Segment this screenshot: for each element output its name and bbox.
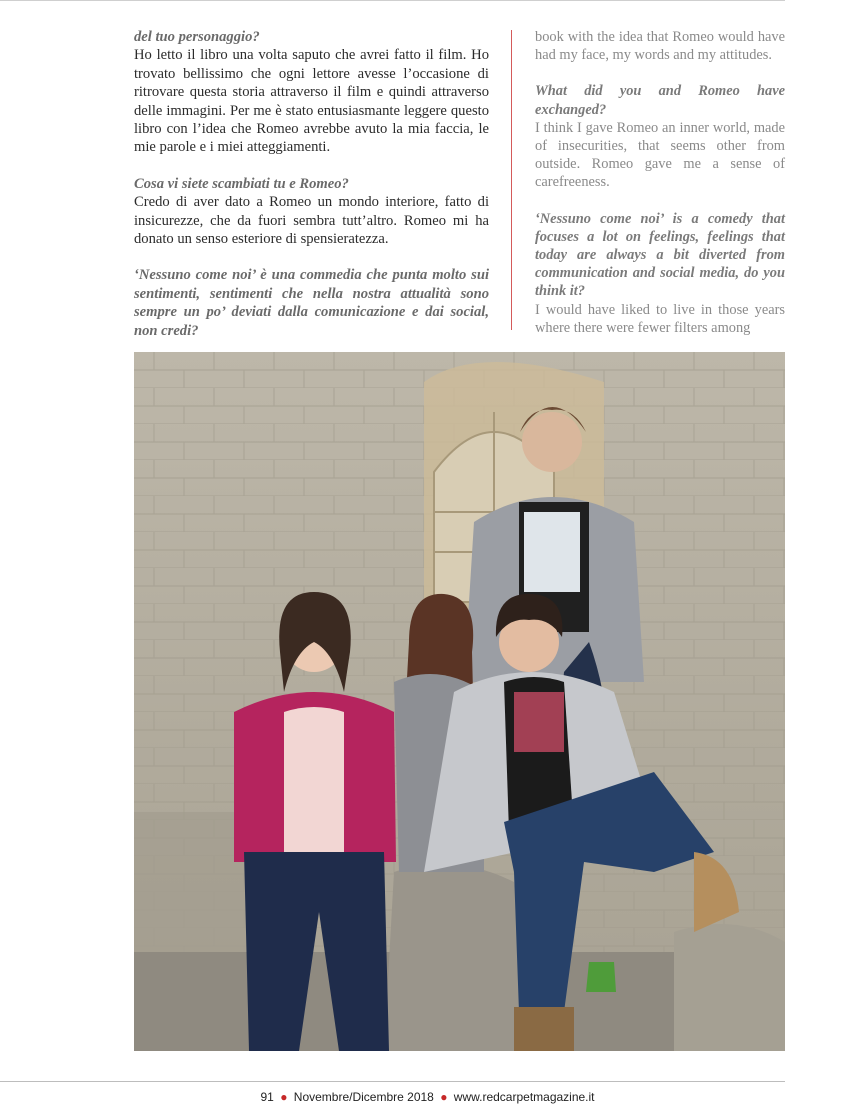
answer-text: Credo di aver dato a Romeo un mondo interiore, fatto di insicurezze, che da fuori sembra tutt’altro. Romeo mi ha donato un senso esteriore di spensieratezza. <box>134 194 489 248</box>
question-text: Cosa vi siete scambiati tu e Romeo? <box>134 175 349 192</box>
question-text: What did you and Romeo have exchanged? <box>535 83 785 118</box>
answer-text: I would have liked to live in those years where there were fewer filters among <box>535 301 785 336</box>
article-column-english <box>535 28 785 337</box>
bullet-dot-icon: ● <box>440 1090 448 1104</box>
question-text: del tuo personaggio? <box>134 29 260 45</box>
page-number: 91 <box>260 1090 274 1104</box>
article-column-italian <box>134 28 489 340</box>
issue-date: Novembre/Dicembre 2018 <box>293 1090 434 1104</box>
column-divider <box>511 30 512 330</box>
answer-text: Ho letto il libro una volta saputo che avrei fatto il film. Ho trovato bellissimo che ogni lettore avesse l’occasione di ritrovare questa storia attraverso il film e quindi attraverso delle immagini. Per me è stato entusiasmante leggere questo libro con l’idea che Romeo avrebbe avuto la mia faccia, le mie parole e i miei atteggiamenti. <box>134 47 489 156</box>
question-text: ‘Nessuno come noi’ è una commedia che punta molto sui sentimenti, sentimenti che nella nostra attualità sono sempre un po’ deviati dalla comunicazione e dai social, non credi? <box>134 267 489 339</box>
top-rule <box>0 0 785 1</box>
page-footer <box>0 1090 855 1104</box>
answer-text: I think I gave Romeo an inner world, made of insecurities, that seems other from outside. Romeo gave me a sense of carefreeness. <box>535 119 785 191</box>
question-text: ‘Nessuno come noi’ is a comedy that focuses a lot on feelings, feelings that today are always a bit diverted from communication and social media, do you think it? <box>535 210 785 300</box>
website-link[interactable]: www.redcarpetmagazine.it <box>453 1090 595 1104</box>
cast-photo <box>134 352 785 1051</box>
bottom-rule <box>0 1081 785 1082</box>
answer-text: book with the idea that Romeo would have had my face, my words and my attitudes. <box>535 29 785 64</box>
bullet-dot-icon: ● <box>280 1090 288 1104</box>
